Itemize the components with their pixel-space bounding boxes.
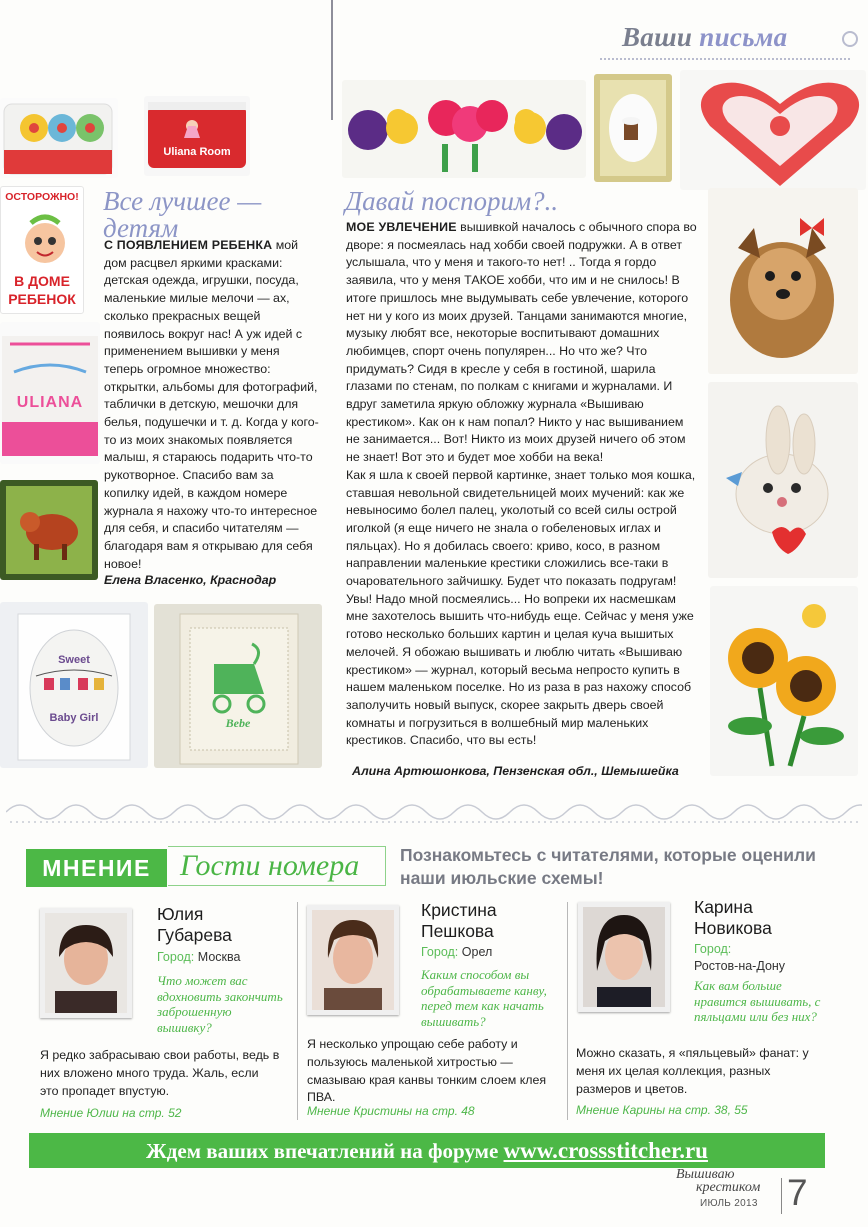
easter-card-image (594, 74, 672, 182)
reader1-last-name: Губарева (157, 925, 232, 945)
sunflowers-image (710, 586, 858, 776)
article2-text1: вышивкой началось с обычного спора во дворе: я посмеялась над хобби своей подружки. А в ответ услышала, что у меня и такого-то нет! .. Тогда я гордо заявила, что у меня ТАКОЕ хобби, что им и не снилось! В итоге пришлось мне выдумывать себе увлечение, которого нет ни у кого из моих друзей. Танцами занимаются многие, музыку любят все, некоторые воспитывают домашних любимцев, спорт очень популярен... Но что же? Что придумать? Сидя в кресле у себя в гостиной, шарила глазами по стенам, по полкам с книгами и журналами. И вдруг заметила яркую обложку журнала «Вышиваю крестиком». Как он к нам попал? Никто у нас вышиванием не занимается... Вот! Никто из моих друзей ничего об этом не знает! Вот это и будет мое хобби на века! (346, 220, 697, 465)
issue-date: ИЮЛЬ 2013 (700, 1198, 758, 1209)
section-title (622, 22, 787, 53)
photo-drawstring-bag (0, 322, 100, 464)
reader2-city (421, 945, 492, 959)
article1-author: Елена Власенко, Краснодар (104, 573, 277, 587)
chicks-tulips-image (342, 80, 586, 178)
reader2-answer: Я несколько упрощаю себе работу и пользуюсь маленькой хитростью — смазываю края канвы тонким слоем клея ПВА. (307, 1037, 547, 1105)
reader2-question: Каким способом вы обрабатываете канву, перед тем как начать вышивать? (421, 967, 547, 1029)
article1-text: мой дом расцвел яркими красками: детская одежда, игрушки, посуда, маленькие милые мелочи — ах, сколько прекрасных вещей появилось вокруг нас! А уж идей с применением вышивки у меня теперь огромное множество: открытки, альбомы для фотографий, таблички в детскую, мешочки для белья, подушечки и т. д. Когда у кого-то из моих знакомых появляется малыш, я стараюсь подарить что-то рукотворное. Спасибо вам за копилку идей, в каждом номере журнала я нахожу что-то интересное для себя, и спасибо читателям — благодаря вам я открываю для себя новое! (104, 238, 319, 571)
stroller-bag-image (154, 604, 322, 768)
article2-paragraph3: Увы! Надо мной посмеялись... Но вопреки их насмешкам мне захотелось вышить что-нибудь еще. Сейчас у меня уже готово несколько больших картин и целая куча вышитых мелочей. Я обожаю вышивать и люблю читать «Вышиваю крестиком» — журнал, который весьма непросто купить в нашем маленьком поселке. Но из раза в раз нахожу способ заполучить новый выпуск, скорее закрыть дверь своей комнаты и погрузиться в волшебный мир маленьких крестиков. Спасибо, что вы есть! (346, 591, 694, 748)
reader2-name (421, 900, 497, 942)
magazine-logo-line2: крестиком (696, 1180, 761, 1195)
page-number-divider (781, 1178, 782, 1214)
reader3-last-name: Новикова (694, 918, 772, 938)
reader3-question: Как вам больше нравится вышивать, с пяльцами или без них? (694, 978, 821, 1024)
photo-cow-picture (0, 480, 98, 580)
article1-title: Все лучшее — детям (103, 186, 262, 243)
heart-angel-image (680, 70, 866, 190)
reader2-portrait (312, 910, 394, 1010)
photo-sunflowers (710, 586, 858, 776)
reader1-city-label: Город: (157, 950, 195, 964)
reader-divider-1 (297, 902, 298, 1120)
reader1-name (157, 904, 232, 946)
scallop-divider-shape (6, 802, 862, 826)
reader2-first-name: Кристина (421, 900, 497, 920)
reader2-city-value: Орел (461, 945, 493, 959)
magazine-logo (676, 1168, 760, 1194)
magazine-logo-line1: Вышиваю (676, 1167, 735, 1182)
reader3-name (694, 897, 772, 939)
bunny-heart-image (708, 382, 858, 578)
photo-chicks-tulips (342, 80, 586, 178)
sign-line3: РЕБЕНОК (8, 291, 76, 307)
section-title-word1: Ваши (622, 22, 693, 52)
yorkie-dog-image (708, 188, 858, 374)
reader3-answer: Можно сказать, я «пяльцевый» фанат: у меня их целая коллекция, разных размеров и цветов. (576, 1046, 809, 1096)
photo-embroidered-bag (0, 98, 118, 178)
reader3-city-value: Ростов-на-Дону (694, 959, 786, 973)
forum-banner-text: Ждем ваших впечатлений на форуме (146, 1139, 499, 1163)
reader1-portrait (45, 913, 127, 1013)
stroller-bag-text: Bebe (225, 716, 251, 730)
forum-banner (29, 1133, 825, 1168)
reader3-first-name: Карина (694, 897, 753, 917)
reader3-city (694, 942, 785, 973)
pillow-image (144, 96, 250, 176)
scallop-divider (6, 802, 862, 826)
drawstring-bag-image (0, 322, 100, 464)
column-divider (331, 0, 333, 120)
forum-link[interactable]: www.crossstitcher.ru (503, 1138, 708, 1163)
article2-paragraph1 (346, 219, 700, 467)
photo-easter-card (594, 74, 672, 182)
reader3-photo (578, 902, 670, 1012)
reader3-page-ref: Мнение Карины на стр. 38, 55 (576, 1103, 748, 1117)
baby-girl-card-image (0, 602, 148, 768)
card-text-line1: Sweet (58, 654, 90, 666)
card-text-line2: Baby Girl (49, 712, 99, 724)
photo-baby-sign (0, 186, 84, 314)
reader1-city-value: Москва (197, 950, 241, 964)
article1-body (104, 237, 319, 573)
sign-line1: ОСТОРОЖНО! (5, 191, 79, 203)
photo-yorkie-dog (708, 188, 858, 374)
reader-divider-2 (567, 902, 568, 1120)
bag-image (0, 98, 118, 178)
photo-bunny-heart (708, 382, 858, 578)
drawstring-bag-text: ULIANA (16, 394, 84, 411)
reader2-page-ref: Мнение Кристины на стр. 48 (307, 1104, 475, 1118)
article2-lead: МОЕ УВЛЕЧЕНИЕ (346, 220, 457, 234)
photo-embroidered-pillow (144, 96, 250, 176)
reader1-first-name: Юлия (157, 904, 204, 924)
pillow-text: Uliana Room (163, 146, 231, 158)
reader1-page-ref: Мнение Юлии на стр. 52 (40, 1106, 182, 1120)
reader3-portrait (583, 907, 665, 1007)
opinion-lead: Познакомьтесь с читателями, которые оценили наши июльские схемы! (400, 845, 816, 888)
cow-picture-image (0, 480, 98, 580)
article2-title: Давай поспорим?.. (345, 186, 559, 216)
opinion-subtitle: Гости номера (168, 846, 386, 886)
reader1-photo (40, 908, 132, 1018)
sign-line2: В ДОМЕ (14, 273, 70, 289)
reader3-city-label: Город: (694, 942, 732, 956)
reader2-photo (307, 905, 399, 1015)
reader2-last-name: Пешкова (421, 921, 494, 941)
photo-baby-girl-card (0, 602, 148, 768)
header-circle-ornament (842, 31, 858, 47)
reader1-question: Что может вас вдохновить закончить заброшенную вышивку? (157, 973, 283, 1035)
reader1-city (157, 950, 240, 964)
article2-body (346, 219, 700, 750)
photo-heart-angel (680, 70, 866, 190)
section-title-word2: письма (699, 22, 788, 52)
opinion-tag: МНЕНИЕ (26, 849, 167, 887)
article1-lead: С ПОЯВЛЕНИЕМ РЕБЕНКА (104, 238, 273, 252)
article2-author: Алина Артюшонкова, Пензенская обл., Шемышейка (352, 764, 679, 778)
header-dotted-rule (600, 58, 850, 61)
photo-stroller-bag (154, 604, 322, 768)
page-number: 7 (787, 1172, 808, 1213)
reader2-city-label: Город: (421, 945, 459, 959)
reader1-answer: Я редко забрасываю свои работы, ведь в них вложено много труда. Жаль, если это пропадет впустую. (40, 1048, 280, 1098)
article2-paragraph2: Как я шла к своей первой картинке, знает только моя кошка, ставшая невольной свидетельницей моих мучений: как же невыносимо болел палец, уколотый со всей силы острой иголкой (я еще ничего не знала о гобеленовых иглах и пяльцах). Но я добилась своего: криво, косо, в разном направлении маленькие крестики сложились все-таки в очаровательного зайчишку. Будет что показать подругам! (346, 467, 696, 589)
